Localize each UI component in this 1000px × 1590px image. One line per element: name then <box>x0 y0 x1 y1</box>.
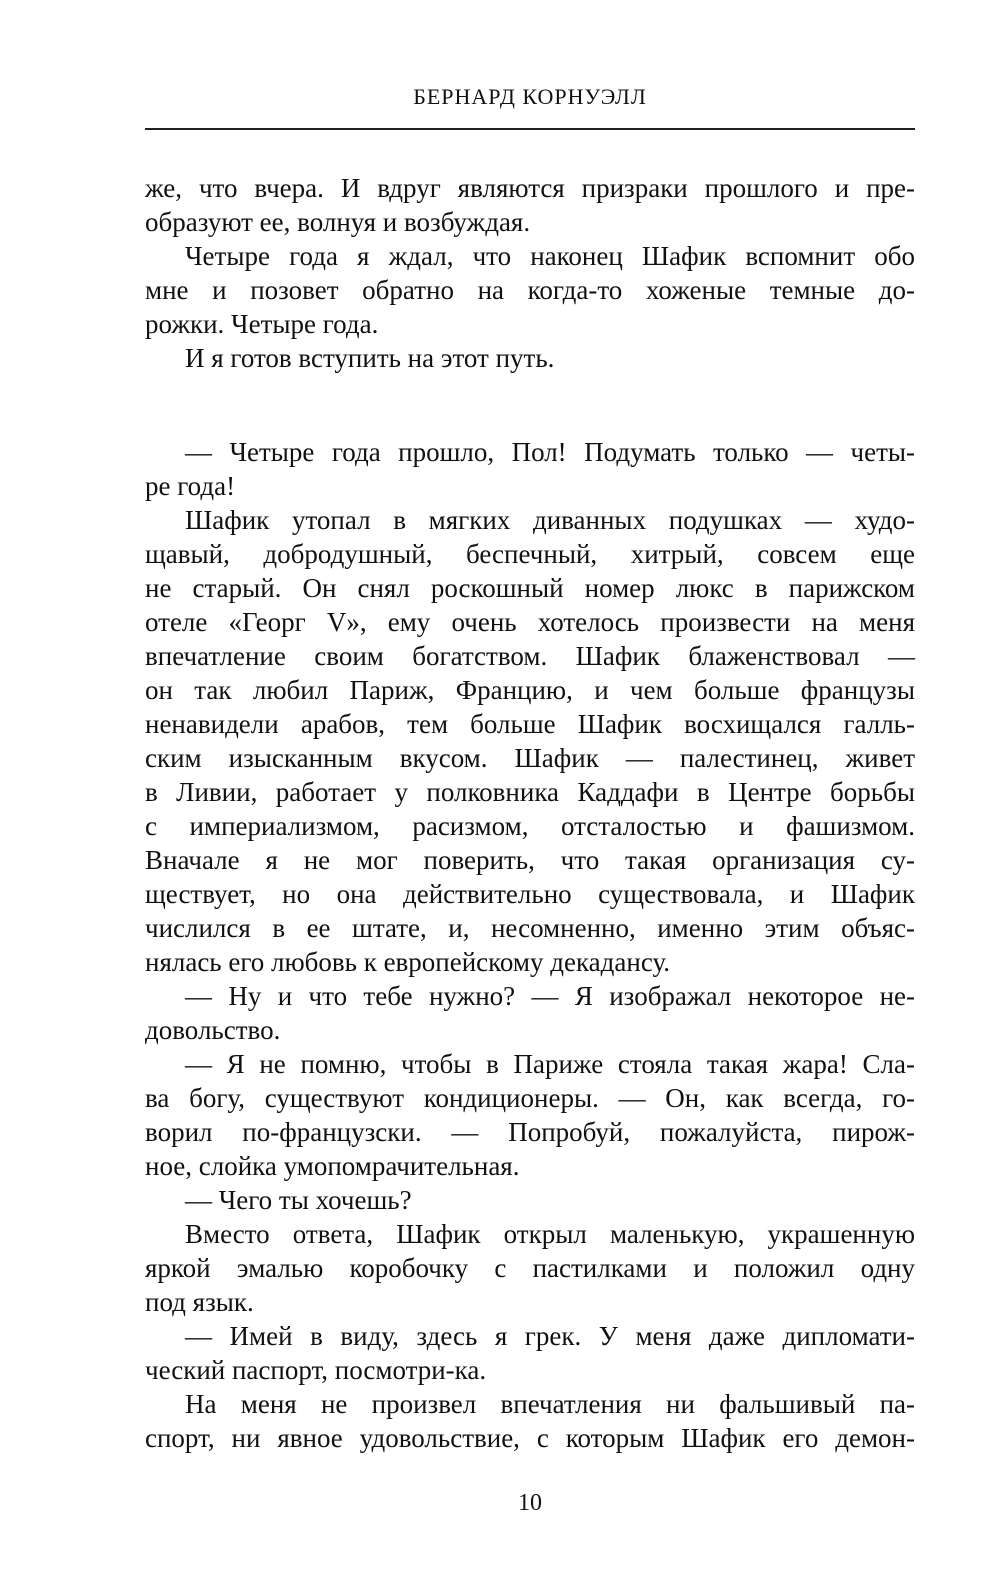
text-line-11: не старый. Он снял роскошный номер люкс в парижском <box>145 573 915 603</box>
text-line-29: — Чего ты хочешь? <box>185 1185 412 1215</box>
text-line-2: образуют ее, волнуя и возбуждая. <box>145 207 531 237</box>
text-line-10: щавый, добродушный, беспечный, хитрый, совсем еще <box>145 539 915 569</box>
text-line-34: ческий паспорт, посмотри-ка. <box>145 1355 487 1385</box>
text-line-1: же, что вчера. И вдруг являются призраки прошлого и пре- <box>145 173 915 203</box>
text-line-22: нялась его любовь к европейскому декадансу. <box>145 947 670 977</box>
text-line-17: в Ливии, работает у полковника Каддафи в Центре борьбы <box>145 777 915 807</box>
text-line-20: ществует, но она действительно существовала, и Шафик <box>145 879 915 909</box>
text-line-23: — Ну и что тебе нужно? — Я изображал некоторое не- <box>185 981 915 1011</box>
text-line-18: с империализмом, расизмом, отсталостью и фашизмом. <box>145 811 915 841</box>
text-line-3: Четыре года я ждал, что наконец Шафик вспомнит обо <box>185 241 915 271</box>
text-line-36: спорт, ни явное удовольствие, с которым Шафик его демон- <box>145 1423 915 1453</box>
text-line-9: Шафик утопал в мягких диванных подушках — худо- <box>185 505 915 535</box>
text-line-28: ное, слойка умопомрачительная. <box>145 1151 520 1181</box>
page-number: 10 <box>518 1490 542 1516</box>
header-rule <box>145 128 915 130</box>
text-line-27: ворил по-французски. — Попробуй, пожалуйста, пирож- <box>145 1117 915 1147</box>
text-line-33: — Имей в виду, здесь я грек. У меня даже дипломати- <box>185 1321 915 1351</box>
text-line-31: яркой эмалью коробочку с пастилками и положил одну <box>145 1253 915 1283</box>
text-line-21: числился в ее штате, и, несомненно, именно этим объяс- <box>145 913 915 943</box>
text-line-6: И я готов вступить на этот путь. <box>185 343 555 373</box>
text-line-35: На меня не произвел впечатления ни фальшивый па- <box>185 1389 915 1419</box>
text-line-19: Вначале я не мог поверить, что такая организация су- <box>145 845 915 875</box>
text-line-13: впечатление своим богатством. Шафик блаженствовал — <box>145 641 915 671</box>
text-line-15: ненавидели арабов, тем больше Шафик восхищался галль- <box>145 709 915 739</box>
text-line-14: он так любил Париж, Францию, и чем больше французы <box>145 675 915 705</box>
text-line-16: ским изысканным вкусом. Шафик — палестинец, живет <box>145 743 915 773</box>
text-line-12: отеле «Георг V», ему очень хотелось произвести на меня <box>145 607 915 637</box>
text-line-24: довольство. <box>145 1015 281 1045</box>
text-line-30: Вместо ответа, Шафик открыл маленькую, украшенную <box>185 1219 915 1249</box>
text-line-5: рожки. Четыре года. <box>145 309 379 339</box>
text-line-4: мне и позовет обратно на когда-то хоженые темные до- <box>145 275 915 305</box>
text-line-7: — Четыре года прошло, Пол! Подумать только — четы- <box>185 437 915 467</box>
text-line-8: ре года! <box>145 471 236 501</box>
text-line-25: — Я не помню, чтобы в Париже стояла такая жара! Сла- <box>185 1049 915 1079</box>
text-line-26: ва богу, существуют кондиционеры. — Он, как всегда, го- <box>145 1083 915 1113</box>
running-head: БЕРНАРД КОРНУЭЛЛ <box>413 84 647 109</box>
text-line-32: под язык. <box>145 1287 254 1317</box>
